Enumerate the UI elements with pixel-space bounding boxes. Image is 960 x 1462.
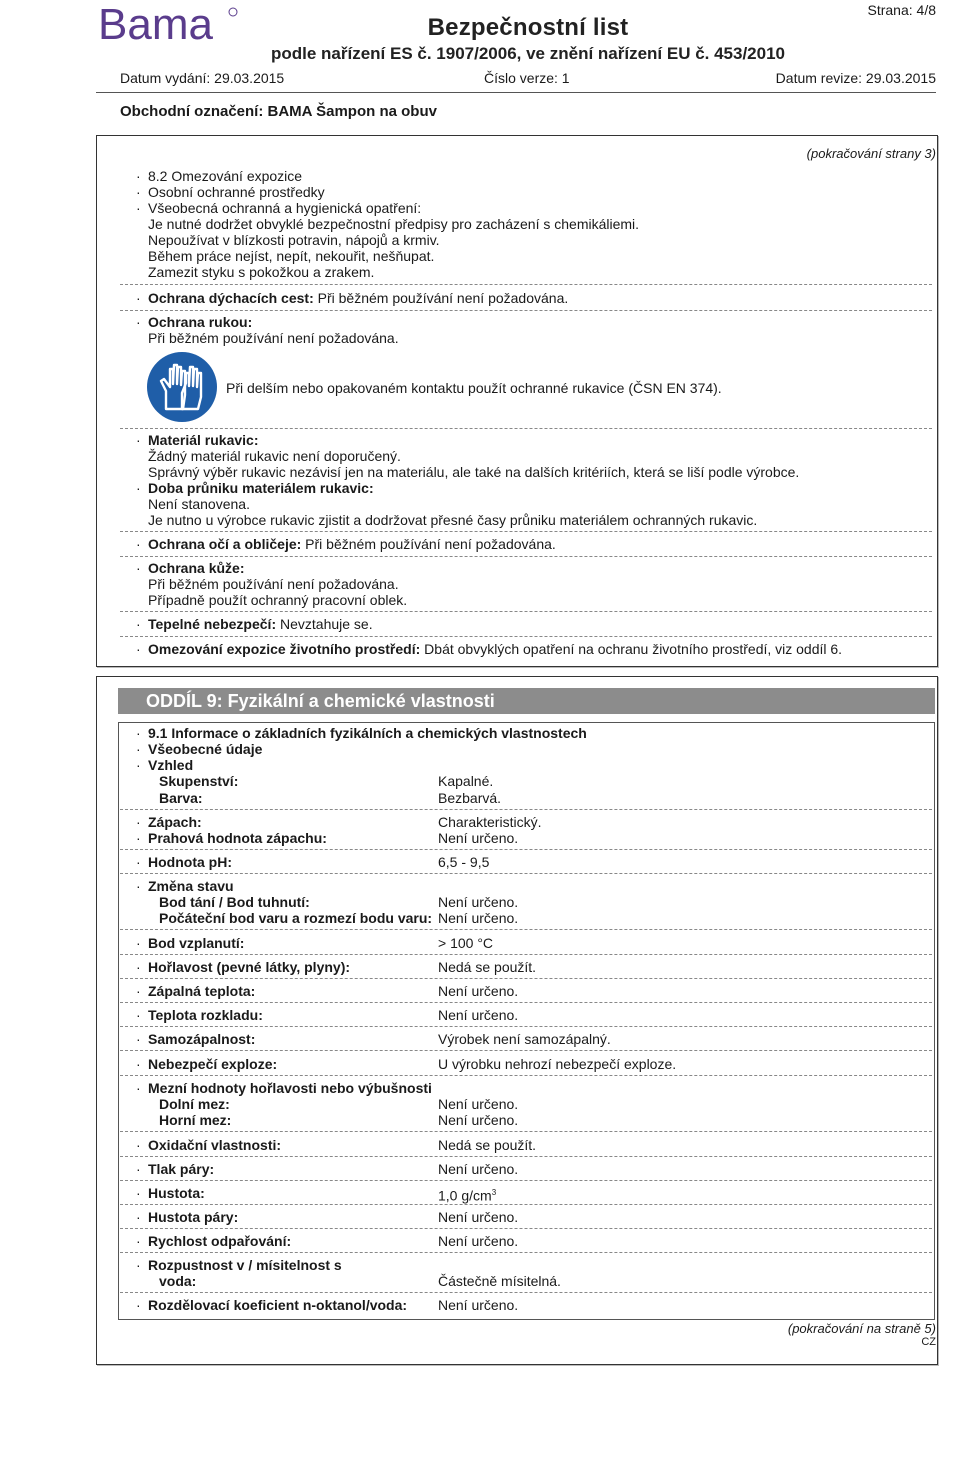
prop-label: · Mezní hodnoty hořlavosti nebo výbušnosti xyxy=(136,1080,432,1096)
prop-value: Není určeno. xyxy=(438,1209,519,1225)
continuation-to: (pokračování na straně 5) xyxy=(787,1321,936,1336)
prop-value: Není určeno. xyxy=(438,1007,519,1023)
hand-protection-label: · Ochrana rukou: xyxy=(136,314,253,330)
prop-label: · Bod vzplanutí: xyxy=(136,935,245,951)
prop-value: Není určeno. xyxy=(438,1297,519,1313)
prop-label: · Oxidační vlastnosti: xyxy=(136,1137,282,1153)
divider xyxy=(120,1075,932,1076)
penetration-time-value: Není stanovena. xyxy=(148,496,250,512)
divider xyxy=(120,873,932,874)
penetration-time-value: Je nutno u výrobce rukavic zjistit a dodržovat přesné časy průniku materiálem ochranných rukavic. xyxy=(148,512,758,528)
prop-value: 6,5 - 9,5 xyxy=(438,854,490,870)
gloves-icon xyxy=(146,351,218,423)
prop-label: Bod tání / Bod tuhnutí: xyxy=(159,894,310,910)
glove-material-value: Žádný materiál rukavic není doporučený. xyxy=(148,448,401,464)
page-number: Strana: 4/8 xyxy=(867,2,936,18)
prop-value: Částečně mísitelná. xyxy=(438,1273,561,1289)
prop-label: Skupenství: xyxy=(159,773,239,789)
logo-text: Bama xyxy=(98,4,213,44)
trade-name: Obchodní označení: BAMA Šampon na obuv xyxy=(120,103,437,120)
prop-value: Kapalné. xyxy=(438,773,494,789)
sec8-line: Je nutné dodržet obvyklé bezpečnostní předpisy pro zacházení s chemikáliemi. xyxy=(148,216,640,232)
divider xyxy=(120,849,932,850)
divider xyxy=(120,636,932,637)
eye-protection: · Ochrana očí a obličeje: Při běžném používání není požadována. xyxy=(136,536,556,552)
divider xyxy=(120,978,932,979)
prop-label: Dolní mez: xyxy=(159,1096,230,1112)
prop-value: Není určeno. xyxy=(438,1233,519,1249)
divider xyxy=(120,1156,932,1157)
divider xyxy=(120,1204,932,1205)
appearance-label: · Vzhled xyxy=(136,757,194,773)
prop-label: voda: xyxy=(159,1273,197,1289)
prop-label: · Prahová hodnota zápachu: xyxy=(136,830,327,846)
issue-date: Datum vydání: 29.03.2015 xyxy=(120,70,285,86)
divider xyxy=(120,954,932,955)
divider xyxy=(120,1292,932,1293)
sec8-line: Během práce nejíst, nepít, nekouřit, nešňupat. xyxy=(148,248,435,264)
divider xyxy=(120,809,932,810)
divider xyxy=(120,1252,932,1253)
version-number: Číslo verze: 1 xyxy=(484,70,570,86)
glove-note: Při delším nebo opakovaném kontaktu použít ochranné rukavice (ČSN EN 374). xyxy=(226,380,722,396)
skin-protection-value: Případně použít ochranný pracovní oblek. xyxy=(148,592,408,608)
prop-value: Není určeno. xyxy=(438,830,519,846)
divider xyxy=(120,1228,932,1229)
divider xyxy=(120,1131,932,1132)
hand-protection-value: Při běžném používání není požadována. xyxy=(148,330,399,346)
divider xyxy=(120,428,932,429)
glove-material-value: Správný výběr rukavic nezávisí jen na materiálu, ale také na dalších kritériích, která se liší podle výrobce. xyxy=(148,464,800,480)
respiratory-protection: · Ochrana dýchacích cest: Při běžném používání není požadována. xyxy=(136,290,569,306)
prop-label: · Samozápalnost: xyxy=(136,1031,256,1047)
divider xyxy=(120,1050,932,1051)
penetration-time-label: · Doba průniku materiálem rukavic: xyxy=(136,480,374,496)
sec8-line: Zamezit styku s pokožkou a zrakem. xyxy=(148,264,375,280)
prop-label: · Změna stavu xyxy=(136,878,234,894)
sec8-line: · Všeobecná ochranná a hygienická opatření: xyxy=(136,200,422,216)
thermal-hazard: · Tepelné nebezpečí: Nevztahuje se. xyxy=(136,616,373,632)
sec9-intro: · 9.1 Informace o základních fyzikálních a chemických vlastnostech xyxy=(136,725,587,741)
document-title: Bezpečnostní list xyxy=(427,14,629,41)
prop-label: · Hořlavost (pevné látky, plyny): xyxy=(136,959,351,975)
prop-value: Není určeno. xyxy=(438,1096,519,1112)
divider xyxy=(120,284,932,285)
country-code: CZ xyxy=(921,1336,936,1348)
prop-value: Charakteristický. xyxy=(438,814,542,830)
sec8-line: · 8.2 Omezování expozice xyxy=(136,168,303,184)
environmental-exposure: · Omezování expozice životního prostředí: Dbát obvyklých opatření na ochranu životního prostředí, viz oddíl 6. xyxy=(136,641,843,657)
general-info: · Všeobecné údaje xyxy=(136,741,263,757)
sec8-line: Nepoužívat v blízkosti potravin, nápojů a krmiv. xyxy=(148,232,440,248)
divider xyxy=(120,531,932,532)
prop-value: Nedá se použít. xyxy=(438,959,537,975)
prop-label: · Teplota rozkladu: xyxy=(136,1007,263,1023)
prop-label: · Zápalná teplota: xyxy=(136,983,256,999)
glove-material-label: · Materiál rukavic: xyxy=(136,432,259,448)
prop-value: Není určeno. xyxy=(438,894,519,910)
divider xyxy=(120,611,932,612)
prop-label: · Rozpustnost v / mísitelnost s xyxy=(136,1257,342,1273)
prop-value: > 100 °C xyxy=(438,935,494,951)
divider xyxy=(120,310,932,311)
prop-label: · Rychlost odpařování: xyxy=(136,1233,292,1249)
prop-label: Barva: xyxy=(159,790,203,806)
prop-value: Není určeno. xyxy=(438,983,519,999)
section-9-heading: ODDÍL 9: Fyzikální a chemické vlastnosti xyxy=(118,688,935,714)
prop-value: 1,0 $g/cm^3$ xyxy=(438,1187,497,1204)
prop-value: U výrobku nehrozí nebezpečí exploze. xyxy=(438,1056,677,1072)
sec8-line: · Osobní ochranné prostředky xyxy=(136,184,325,200)
divider xyxy=(120,1180,932,1181)
divider xyxy=(120,1002,932,1003)
prop-label: · Rozdělovací koeficient n-oktanol/voda: xyxy=(136,1297,408,1313)
document-subtitle: podle nařízení ES č. 1907/2006, ve znění nařízení EU č. 453/2010 xyxy=(270,44,786,63)
continuation-from: (pokračování strany 3) xyxy=(806,146,936,161)
prop-label: · Zápach: xyxy=(136,814,202,830)
prop-value: Výrobek není samozápalný. xyxy=(438,1031,611,1047)
prop-label: · Hustota: xyxy=(136,1185,205,1201)
skin-protection-label: · Ochrana kůže: xyxy=(136,560,245,576)
prop-label: · Tlak páry: xyxy=(136,1161,215,1177)
prop-label: Počáteční bod varu a rozmezí bodu varu: xyxy=(159,910,433,926)
skin-protection-value: Při běžném používání není požadována. xyxy=(148,576,399,592)
prop-label: · Nebezpečí exploze: xyxy=(136,1056,278,1072)
divider xyxy=(120,1026,932,1027)
prop-label: · Hustota páry: xyxy=(136,1209,239,1225)
revision-date: Datum revize: 29.03.2015 xyxy=(775,70,936,86)
prop-value: Není určeno. xyxy=(438,1112,519,1128)
prop-label: · Hodnota pH: xyxy=(136,854,232,870)
prop-label: Horní mez: xyxy=(159,1112,232,1128)
divider xyxy=(120,556,932,557)
prop-value: Bezbarvá. xyxy=(438,790,502,806)
divider xyxy=(120,929,932,930)
prop-value: Není určeno. xyxy=(438,1161,519,1177)
prop-value: Nedá se použít. xyxy=(438,1137,537,1153)
header-divider xyxy=(96,92,936,93)
prop-value: Není určeno. xyxy=(438,910,519,926)
